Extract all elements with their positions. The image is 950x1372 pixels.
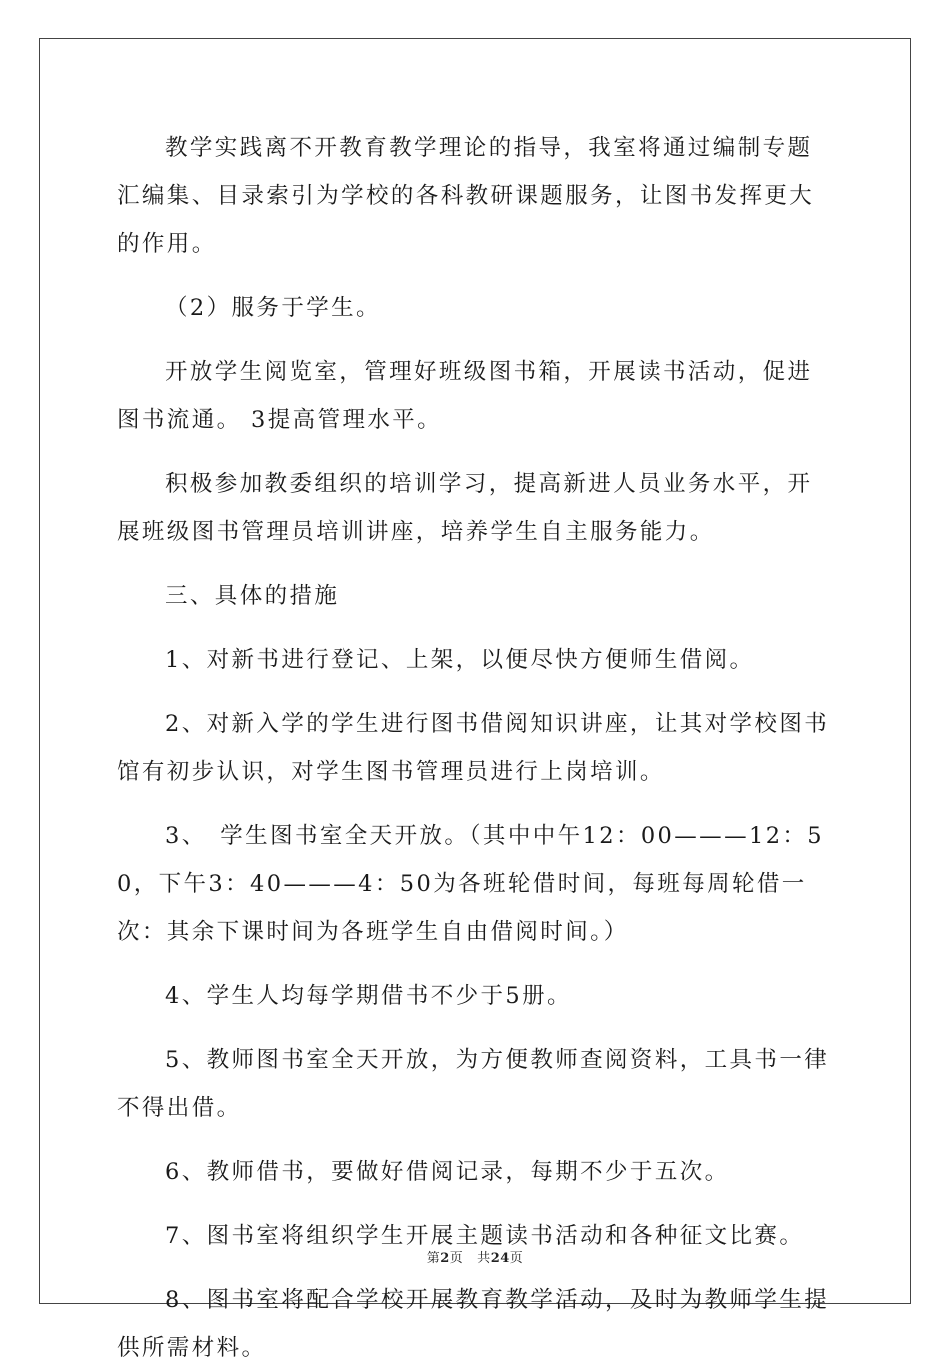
footer-page-suffix: 页: [449, 1251, 464, 1266]
measure-item-6: 6、教师借书，要做好借阅记录，每期不少于五次。: [165, 1159, 730, 1185]
footer-total-suffix: 页: [509, 1251, 524, 1266]
page-footer: [0, 1247, 950, 1266]
paragraph-1: 教学实践离不开教育教学理论的指导，我室将通过编制专题汇编集、目录索引为学校的各科教研课题服务，让图书发挥更大的作用。: [117, 135, 815, 257]
measure-item-3: 3、 学生图书室全天开放。（其中中午12：00———12：50，下午3：40———4：50为各班轮借时间，每班每周轮借一次：其余下课时间为各班学生自由借阅时间。）: [117, 823, 825, 945]
measure-item-4: 4、学生人均每学期借书不少于5册。: [165, 983, 572, 1009]
measure-item-2: 2、对新入学的学生进行图书借阅知识讲座，让其对学校图书馆有初步认识，对学生图书管理员进行上岗培训。: [117, 711, 830, 785]
footer-total-prefix: 共: [477, 1251, 491, 1266]
measure-item-5: 5、教师图书室全天开放，为方便教师查阅资料，工具书一律不得出借。: [117, 1047, 830, 1121]
paragraph-4: 积极参加教委组织的培训学习，提高新进人员业务水平，开展班级图书管理员培训讲座，培养学生自主服务能力。: [117, 471, 813, 545]
measure-item-7: 7、图书室将组织学生开展主题读书活动和各种征文比赛。: [165, 1223, 805, 1249]
section-heading-measures: 三、具体的措施: [165, 583, 340, 609]
current-page-number: 2: [440, 1251, 450, 1266]
paragraph-3: 开放学生阅览室，管理好班级图书箱，开展读书活动，促进图书流通。 3提高管理水平。: [117, 359, 813, 433]
measure-item-8: 8、图书室将配合学校开展教育教学活动，及时为教师学生提供所需材料。: [117, 1287, 830, 1361]
footer-prefix: 第: [426, 1251, 441, 1266]
measure-item-1: 1、对新书进行登记、上架，以便尽快方便师生借阅。: [165, 647, 755, 673]
paragraph-2: （2）服务于学生。: [165, 295, 381, 321]
total-page-count: 24: [490, 1251, 510, 1266]
document-body: [117, 124, 837, 1372]
